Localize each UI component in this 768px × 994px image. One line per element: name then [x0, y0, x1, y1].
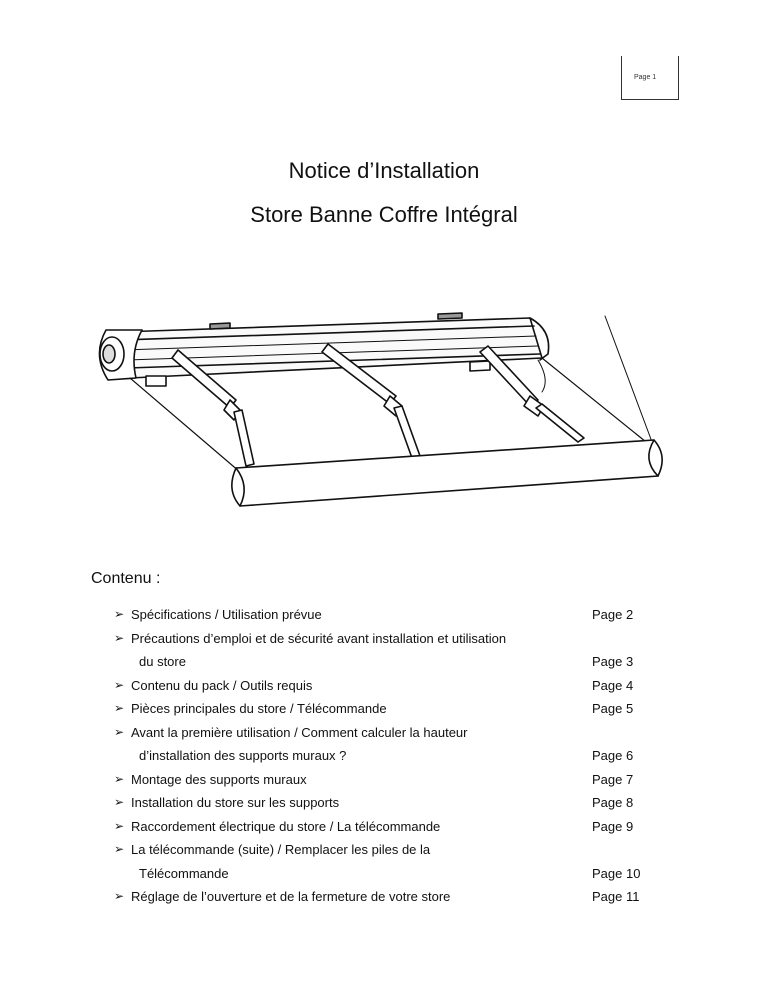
- toc-item-title: Télécommande: [139, 865, 229, 881]
- toc-item: [114, 650, 654, 674]
- toc-item: [114, 603, 654, 627]
- toc-item: [114, 744, 654, 768]
- arrow-bullet-icon: ➢: [114, 724, 125, 739]
- toc-item-page: Page 2: [592, 607, 634, 622]
- toc-item-page: Page 7: [592, 771, 634, 787]
- arrow-bullet-icon: ➢: [114, 771, 125, 786]
- toc-item-page: Page 5: [592, 701, 634, 716]
- toc-item: [114, 862, 654, 886]
- page-number-label: Page 1: [634, 74, 657, 81]
- toc-item: [114, 885, 654, 909]
- toc-item-page: Page 4: [592, 677, 634, 693]
- toc-item: [114, 815, 654, 839]
- contents-heading: Contenu :: [91, 570, 161, 587]
- toc-item: [114, 838, 654, 862]
- toc-item-title: Spécifications / Utilisation prévue: [131, 607, 322, 622]
- toc-item-title: Réglage de l’ouverture et de la fermeture de votre store: [131, 889, 451, 904]
- toc-item-title: Montage des supports muraux: [131, 771, 307, 787]
- toc-item-page: Page 11: [592, 889, 640, 904]
- toc-item: [114, 627, 654, 651]
- toc-item-title: du store: [139, 654, 186, 669]
- toc-item: [114, 697, 654, 721]
- arrow-bullet-icon: ➢: [114, 607, 125, 621]
- toc-item-page: Page 3: [592, 654, 634, 669]
- arrow-bullet-icon: ➢: [114, 701, 125, 715]
- arrow-bullet-icon: ➢: [114, 677, 125, 692]
- table-of-contents: [114, 603, 654, 909]
- toc-item: [114, 768, 654, 792]
- document-title: Notice d’Installation: [288, 158, 480, 183]
- arrow-bullet-icon: ➢: [114, 795, 125, 809]
- toc-item-title: Installation du store sur les supports: [131, 795, 340, 810]
- toc-item-title: Précautions d’emploi et de sécurité avant installation et utilisation: [131, 630, 507, 646]
- toc-item-title: d’installation des supports muraux ?: [139, 748, 347, 763]
- arrow-bullet-icon: ➢: [114, 818, 125, 833]
- toc-item: [114, 674, 654, 698]
- toc-item-title: La télécommande (suite) / Remplacer les piles de la: [131, 842, 431, 857]
- arrow-bullet-icon: ➢: [114, 842, 125, 856]
- toc-item: [114, 791, 654, 815]
- toc-item-page: Page 8: [592, 795, 634, 810]
- toc-item-page: Page 10: [592, 865, 641, 881]
- arrow-bullet-icon: ➢: [114, 630, 125, 645]
- arrow-bullet-icon: ➢: [114, 889, 125, 903]
- toc-item-page: Page 9: [592, 818, 634, 834]
- awning-illustration: [90, 300, 680, 520]
- toc-item: [114, 721, 654, 745]
- toc-item-title: Avant la première utilisation / Comment calculer la hauteur: [131, 724, 468, 740]
- page-number-box: [621, 56, 679, 100]
- toc-item-title: Contenu du pack / Outils requis: [131, 677, 313, 693]
- toc-item-title: Pièces principales du store / Télécommande: [131, 701, 387, 716]
- document-subtitle: Store Banne Coffre Intégral: [250, 202, 518, 227]
- toc-item-page: Page 6: [592, 748, 634, 763]
- toc-item-title: Raccordement électrique du store / La télécommande: [131, 818, 441, 834]
